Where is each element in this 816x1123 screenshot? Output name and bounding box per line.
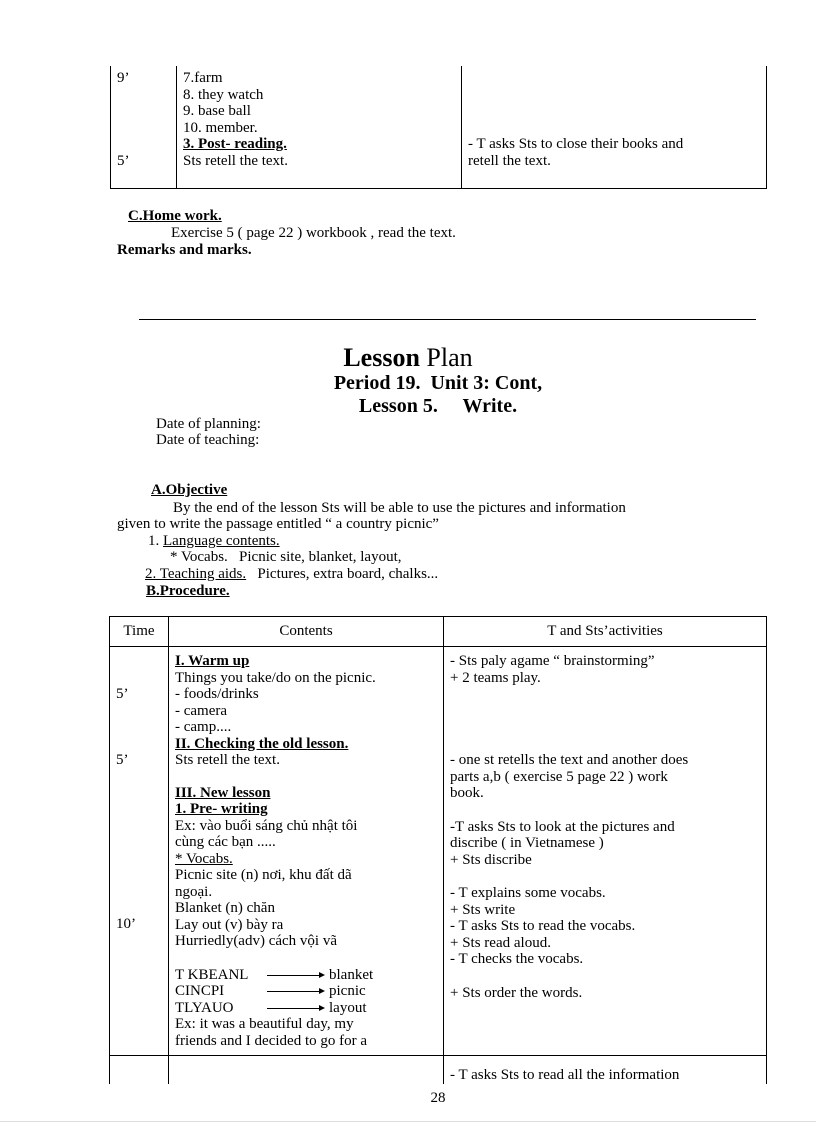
procedure-heading: B.Procedure. [146,583,230,599]
activity-line: + Sts discribe [450,851,532,868]
arrow-right-icon [267,991,323,992]
aids-label: 2. Teaching aids. [145,566,247,582]
vocab-line: Picnic site (n) nơi, khu đất dã [175,867,352,883]
lesson-plan-title [0,343,816,373]
activity-line: - T asks Sts to close their books and [468,136,684,152]
activity-line: retell the text. [468,152,551,169]
time-column [111,66,177,189]
contents-column [169,647,444,1084]
activity-line: + Sts write [450,901,516,918]
warm-line: - foods/drinks [175,686,259,702]
warm-line: - camp.... [175,719,232,735]
pre-writing-heading: 1. Pre- writing [175,801,268,817]
teaching-aids [145,566,438,583]
scramble-row: TLYAUO layout [175,999,367,1016]
time-column [110,647,169,1084]
activities-column [444,647,767,1084]
activity-line: discribe ( in Vietnamese ) [450,835,604,851]
activity-line: - Sts paly agame “ brainstorming” [450,653,655,669]
warm-line: - camera [175,702,228,719]
activity-line: parts a,b ( exercise 5 page 22 ) work [450,768,668,785]
section-divider [139,319,756,320]
time-9: 9’ [117,70,130,86]
scramble-row: CINCPI picnic [175,983,366,999]
period-heading: Period 19. Unit 3: Cont, [333,372,543,394]
checking-heading: II. Checking the old lesson. [175,735,349,752]
objective-line: given to write the passage entitled “ a country picnic” [117,516,439,532]
example-line: friends and I decided to go for a [175,1032,368,1049]
header-contents: Contents [169,617,444,647]
vocab-line: Lay out (v) bày ra [175,916,284,933]
vocabs-label: * Vocabs. [175,850,233,867]
example-line: Ex: it was a beautiful day, my [175,1016,354,1032]
language-label: Language contents. [163,533,280,549]
previous-lesson-table [110,66,767,189]
time-10: 10’ [116,916,136,932]
content-line: 9. base ball [183,103,251,119]
time-5: 5’ [117,152,130,169]
language-number: 1. [148,533,163,549]
activity-line: book. [450,785,484,801]
arrow-right-icon [267,975,323,976]
objective-line: By the end of the lesson Sts will be able to use the pictures and information [173,500,626,516]
page-number: 28 [430,1090,446,1106]
activities-column [462,66,767,189]
content-line: 8. they watch [183,86,264,103]
homework-heading: C.Home work. [128,208,222,224]
page-edge [0,1121,816,1122]
time-5: 5’ [116,686,129,702]
title-rest: Plan [419,343,473,372]
date-teaching: Date of teaching: [156,432,260,448]
checking-line: Sts retell the text. [175,752,280,768]
activity-line: -T asks Sts to look at the pictures and [450,818,675,835]
homework-text: Exercise 5 ( page 22 ) workbook , read the text. [171,225,456,241]
activity-line: - T explains some vocabs. [450,885,606,901]
language-contents [148,533,280,550]
activity-line: + 2 teams play. [450,669,541,686]
vocab-line: ngoại. [175,883,213,900]
aids-text: Pictures, extra board, chalks... [246,566,439,582]
header-activities: T and Sts’activities [444,617,767,647]
activity-line: + Sts read aloud. [450,934,551,951]
pre-line: Ex: vào buổi sáng chủ nhật tôi [175,817,358,834]
remarks-heading: Remarks and marks. [117,242,252,258]
vocab-line: Hurriedly(adv) cách vội vã [175,933,338,949]
time-5: 5’ [116,751,129,768]
vocab-line: Blanket (n) chăn [175,900,275,916]
pre-line: cùng các bạn ..... [175,834,276,850]
content-line: 7.farm [183,70,223,86]
post-reading-heading: 3. Post- reading. [183,136,287,152]
activity-line: + Sts order the words. [450,984,583,1001]
retell-line: Sts retell the text. [183,152,288,169]
contents-column [177,66,462,189]
lesson-heading: Lesson 5. Write. [358,395,518,417]
activity-line: - T checks the vocabs. [450,951,584,967]
date-planning: Date of planning: [156,416,261,432]
procedure-table [109,616,767,1084]
activity-line: - one st retells the text and another does [450,752,689,768]
warm-line: Things you take/do on the picnic. [175,669,376,686]
header-time: Time [110,617,169,647]
content-line: 10. member. [183,119,258,136]
activity-line: - T asks Sts to read all the information [450,1067,680,1083]
vocabs-line: * Vocabs. Picnic site, blanket, layout, [170,549,402,565]
new-lesson-heading: III. New lesson [175,784,271,801]
warm-up-heading: I. Warm up [175,653,250,669]
activity-line: - T asks Sts to read the vocabs. [450,918,636,934]
scramble-row: T KBEANL blanket [175,966,374,983]
objective-heading: A.Objective [151,482,228,498]
table-bottom-border [109,1055,766,1056]
title-bold: Lesson [343,343,420,372]
arrow-right-icon [267,1008,323,1009]
